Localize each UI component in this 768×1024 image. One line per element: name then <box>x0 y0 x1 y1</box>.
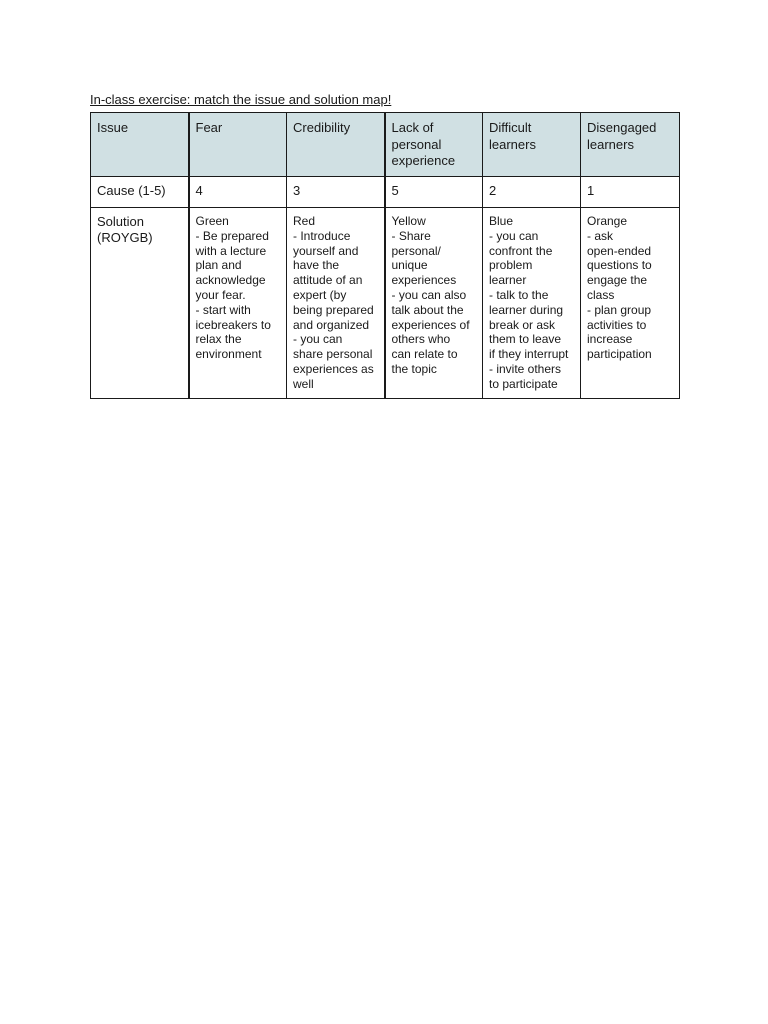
solution-cell-credibility: Red - Introduce yourself and have the attitude of an expert (by being prepared and organized - you can share personal experiences as well <box>287 208 385 399</box>
cause-cell-disengaged-learners: 1 <box>581 177 680 208</box>
solution-cell-lack-of-personal-experience: Yellow - Share personal/ unique experiences - you can also talk about the experiences of others who can relate to the topic <box>385 208 483 399</box>
header-cell-difficult-learners: Difficult learners <box>483 113 581 177</box>
cause-cell-fear: 4 <box>189 177 287 208</box>
solution-cell-difficult-learners: Blue - you can confront the problem learner - talk to the learner during break or ask them to leave if they interrupt - invite others to participate <box>483 208 581 399</box>
issue-solution-table <box>90 112 680 399</box>
solution-cell-disengaged-learners: Orange - ask open-ended questions to engage the class - plan group activities to increase participation <box>581 208 680 399</box>
header-cell-fear: Fear <box>189 113 287 177</box>
cause-cell-credibility: 3 <box>287 177 385 208</box>
table-row-cause <box>91 177 680 208</box>
header-cell-disengaged-learners: Disengaged learners <box>581 113 680 177</box>
solution-label-cell: Solution (ROYGB) <box>91 208 189 399</box>
header-cell-credibility: Credibility <box>287 113 385 177</box>
table-header-row <box>91 113 680 177</box>
cause-cell-lack-of-personal-experience: 5 <box>385 177 483 208</box>
table-row-solution <box>91 208 680 399</box>
solution-cell-fear: Green - Be prepared with a lecture plan and acknowledge your fear. - start with icebreakers to relax the environment <box>189 208 287 399</box>
header-cell-lack-of-personal-experience: Lack of personal experience <box>385 113 483 177</box>
cause-cell-difficult-learners: 2 <box>483 177 581 208</box>
header-cell-issue: Issue <box>91 113 189 177</box>
document-title: In-class exercise: match the issue and solution map! <box>90 92 392 107</box>
cause-label-cell: Cause (1-5) <box>91 177 189 208</box>
